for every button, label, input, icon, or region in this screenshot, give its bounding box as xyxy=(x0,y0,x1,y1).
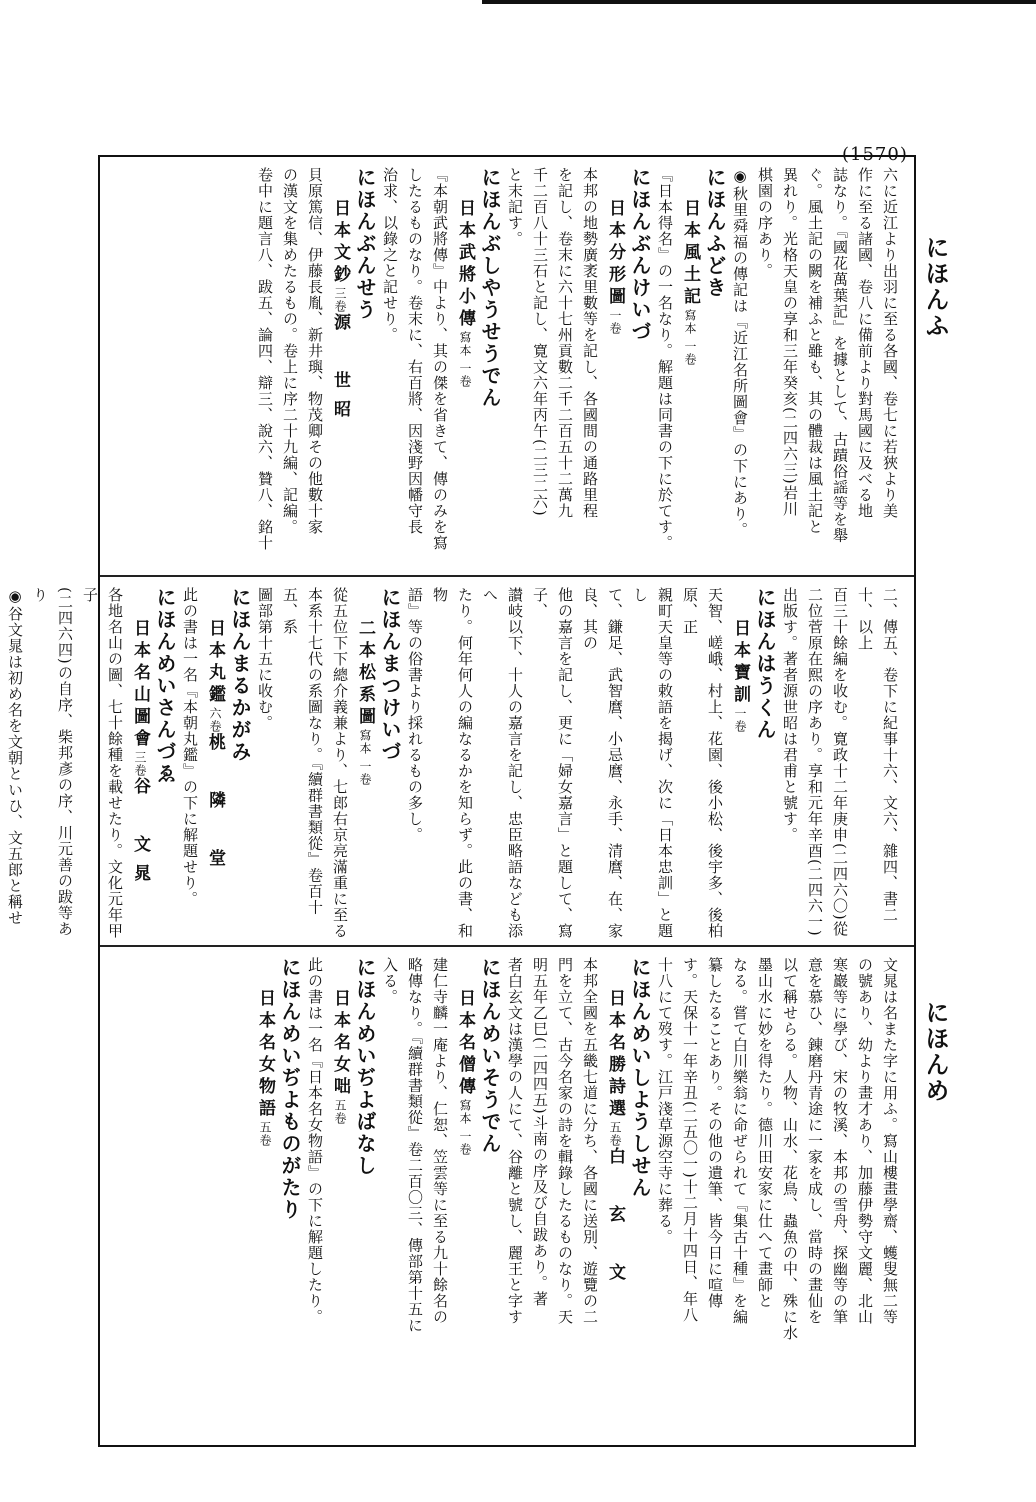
volume-count: 五卷 xyxy=(608,1121,622,1147)
entry-headword: にほんまつけいづ xyxy=(378,587,402,763)
volume-count: 六卷 xyxy=(208,707,222,733)
entry-title: 日本名僧傳 xyxy=(455,989,475,1099)
volume-count: 寫本 一卷 xyxy=(358,729,372,786)
text-column: 此の書は一名『日本名女物語』の下に解題したり。 xyxy=(306,957,324,1325)
section-head-fu: にほんふ xyxy=(921,235,949,339)
text-column: 『本朝武將傳』中より、其の傑を省きて、傳のみを寫 xyxy=(431,167,449,551)
entry-title-line xyxy=(202,587,227,939)
entry-title: 日本分形圖 xyxy=(605,199,625,309)
text-column: 寒巖等に學び、宋の牧溪、本邦の雪舟、探幽等の筆 xyxy=(831,957,849,1325)
entry-headword: にほんぶんせう xyxy=(353,167,377,321)
entry-title-line xyxy=(602,957,627,1439)
entry-headword: にほんめいしようしせん xyxy=(628,957,652,1199)
volume-count: 三卷 xyxy=(133,751,147,777)
text-column: 明五年乙巳(二四四五)斗南の序及び自跋あり。著 xyxy=(531,957,549,1307)
entry-title: 日本名勝詩選 xyxy=(605,989,625,1121)
entry-title-line xyxy=(252,957,277,1439)
text-column: 讃岐以下、十人の嘉言を記し、忠臣略語なども添へ xyxy=(481,587,524,939)
text-column: 二位菅原在熙の序あり。享和元年辛酉(二四六一) xyxy=(806,587,824,937)
text-column: を記し、卷末に六十七州貢數二千二百五十二萬九 xyxy=(556,167,574,519)
volume-count: 寫本 一卷 xyxy=(458,1099,472,1156)
text-column: 建仁寺麟一庵より、仁恕、笠雲等に至る九十餘名の xyxy=(431,957,449,1325)
entry-title: 日本名山圖會 xyxy=(130,619,150,751)
text-column: したるものなり。卷末に、右百將、因淺野因幡守長 xyxy=(406,167,424,535)
band-top xyxy=(100,157,914,575)
text-column: たり。何年何人の編なるかを知らず。此の書、和物 xyxy=(431,587,474,939)
text-column: 異れり。光格天皇の享和三年癸亥(二四六三)岩川 xyxy=(781,167,799,517)
entry-author: 源 世昭 xyxy=(330,313,350,429)
text-column: (二四六四)の自序、柴邦彥の序、川元善の跋等あり xyxy=(31,587,74,937)
entry-title: 二本松系圖 xyxy=(355,619,375,729)
entry-headword: にほんはうくん xyxy=(753,587,777,741)
entry-title-line xyxy=(727,587,752,939)
text-column: 棋園の序あり。 xyxy=(756,167,774,279)
text-column: 貝原篤信、伊藤長胤、新井璵、物茂卿その他數十家 xyxy=(306,167,324,535)
entry-title: 日本名女物語 xyxy=(255,989,275,1121)
entry-headword: にほんふどき xyxy=(703,167,727,299)
entry-headword: にほんぶしやうせうでん xyxy=(478,167,502,409)
entry-title-line xyxy=(327,957,352,1439)
entry-headword: にほんめいぢよばなし xyxy=(353,957,377,1177)
text-column: 百三十餘編を收む。寛政十二年庚申(二四六〇)從 xyxy=(831,587,849,937)
text-column: 纂したることあり。その他の遺筆、皆今日に喧傳 xyxy=(706,957,724,1309)
text-column: 『日本得名』の一名なり。解題は同書の下に於てす。 xyxy=(656,167,674,551)
text-column: 卷中に題言八、跋五、論四、辯三、說六、贊八、銘十 xyxy=(256,167,274,551)
text-column: の漢文を集めたるもの。卷上に序二十九編、記編。 xyxy=(281,167,299,535)
page-number: (1570) xyxy=(842,144,908,165)
text-column: て、鎌足、武智麿、小忌麿、永手、清麿、在、家良、其の xyxy=(581,587,624,939)
band-bottom xyxy=(100,947,914,1445)
text-column: 他の嘉言を記し、更に「婦女嘉言」と題して、寫子、 xyxy=(531,587,574,939)
volume-count: 五卷 xyxy=(333,1099,347,1125)
text-column: 本邦の地勢廣袤里數等を記し、各國間の通路里程 xyxy=(581,167,599,519)
text-column: 六に近江より出羽に至る各國、卷七に若狹より美 xyxy=(881,167,899,519)
section-head-me: にほんめ xyxy=(921,1000,949,1104)
text-column: 親町天皇等の敕語を揭げ、次に「日本忠訓」と題し xyxy=(631,587,674,939)
entry-headword: にほんめいさんづゑ xyxy=(153,587,177,785)
text-column: 略傳なり。『續群書類從』卷二百〇三、傳部第十五に xyxy=(406,957,424,1334)
band-middle xyxy=(6,577,914,945)
entry-title: 日本武將小傳 xyxy=(455,199,475,331)
volume-count: 五卷 xyxy=(258,1121,272,1147)
text-column: と末記す。 xyxy=(506,167,524,247)
text-column: 本邦全國を五畿七道に分ち、各國に送別、遊覽の二 xyxy=(581,957,599,1325)
entry-author: 白 玄 文 xyxy=(605,1147,625,1292)
text-column: 此の書は一名『本朝丸鑑』の下に解題せり。 xyxy=(181,587,199,907)
text-column: 出版す。著者源世昭は君甫と號す。 xyxy=(781,587,799,843)
text-column: 墨山水に妙を得たり。德川田安家に仕へて畫師と xyxy=(756,957,774,1309)
entry-author: 谷 文晁 xyxy=(130,777,150,893)
entry-title-line xyxy=(452,957,477,1439)
top-rule xyxy=(482,0,1036,4)
text-column: 本系十七代の系圖なり。『續群書類從』卷百十五、系 xyxy=(281,587,324,916)
entry-headword: にほんまるかがみ xyxy=(228,587,252,763)
page-frame xyxy=(6,155,916,1447)
entry-title: 日本文鈔 xyxy=(330,199,350,287)
entry-title-line xyxy=(127,587,152,939)
text-column: 以て稱せらる。人物、山水、花鳥、蟲魚の中、殊に水 xyxy=(781,957,799,1341)
text-column: 治求、以錄之と記せり。 xyxy=(381,167,399,343)
entry-title: 日本丸鑑 xyxy=(205,619,225,707)
text-column: 門を立て、古今名家の詩を輯錄したるものなり。天 xyxy=(556,957,574,1325)
entry-author: 桃 隣 堂 xyxy=(205,733,225,878)
entry-title-line xyxy=(677,167,702,569)
text-column: 者白玄文は漢學の人にて、谷離と號し、麗王と字す xyxy=(506,957,524,1325)
entry-headword: にほんめいぢよものがたり xyxy=(278,957,302,1221)
text-column: ぐ。風土記の闕を補ふと雖も、其の體裁は風土記と xyxy=(806,167,824,535)
text-column: ◉秋里舜福の傳記は『近江名所圖會』の下にあり。 xyxy=(731,167,749,538)
entry-title: 日本寶訓 xyxy=(730,619,750,707)
text-column: 圖部第十五に收む。 xyxy=(256,587,274,731)
text-column: 千二百八十三石と記し、寛文六年丙午(二三二六) xyxy=(531,167,549,517)
volume-count: 寫本 一卷 xyxy=(458,331,472,388)
text-column: 入る。 xyxy=(381,957,399,1005)
text-column: 誌なり。『國花萬葉記』を據として、古蹟俗謡等を舉 xyxy=(831,167,849,544)
entry-title: 日本風土記 xyxy=(680,199,700,309)
text-column: 文晁は名また字に用ふ。寫山樓畫學齋、蠖叟無二等 xyxy=(881,957,899,1325)
entry-title-line xyxy=(327,167,352,569)
entry-title-line xyxy=(452,167,477,569)
text-column: 從五位下下總介義兼より、七郎右京亮滿重に至る xyxy=(331,587,349,939)
entry-headword: にほんめいそうでん xyxy=(478,957,502,1155)
text-column: ◉谷文晁は初め名を文朝といひ、文五郎と稱せ xyxy=(6,587,24,926)
entry-title-line xyxy=(352,587,377,939)
text-column: なる。嘗て白川樂翁に命ぜられて『集古十種』を編 xyxy=(731,957,749,1325)
volume-count: 三卷 xyxy=(333,287,347,313)
entry-headword: にほんぶんけいづ xyxy=(628,167,652,343)
volume-count: 一卷 xyxy=(608,309,622,335)
entry-title: 日本名女咄 xyxy=(330,989,350,1099)
text-column: 作に至る諸國、卷八に備前より對馬國に及べる地 xyxy=(856,167,874,519)
text-column: 意を慕ひ、錬磨丹青途に一家を成し、當時の畫仙を xyxy=(806,957,824,1325)
text-column: の號あり、幼より畫才あり、加藤伊勢守文麗、北山 xyxy=(856,957,874,1325)
text-column: 語』等の俗書より採れるもの多し。 xyxy=(406,587,424,843)
text-column: 天智、嵯峨、村上、花園、後小松、後宇多、後柏原、正 xyxy=(681,587,724,939)
text-column: 十八にて歿す。江戸淺草源空寺に葬る。 xyxy=(656,957,674,1245)
entry-title-line xyxy=(602,167,627,569)
volume-count: 寫本 一卷 xyxy=(683,309,697,366)
volume-count: 一卷 xyxy=(733,707,747,733)
text-column: す。天保十一年辛丑(二五〇一)十二月十四日、年八 xyxy=(681,957,699,1323)
text-column: 二、傳五、卷下に紀事十六、文六、雜四、書二十、以上 xyxy=(856,587,899,923)
text-column: 各地名山の圖、七十餘種を載せたり。文化元年甲子 xyxy=(81,587,124,939)
